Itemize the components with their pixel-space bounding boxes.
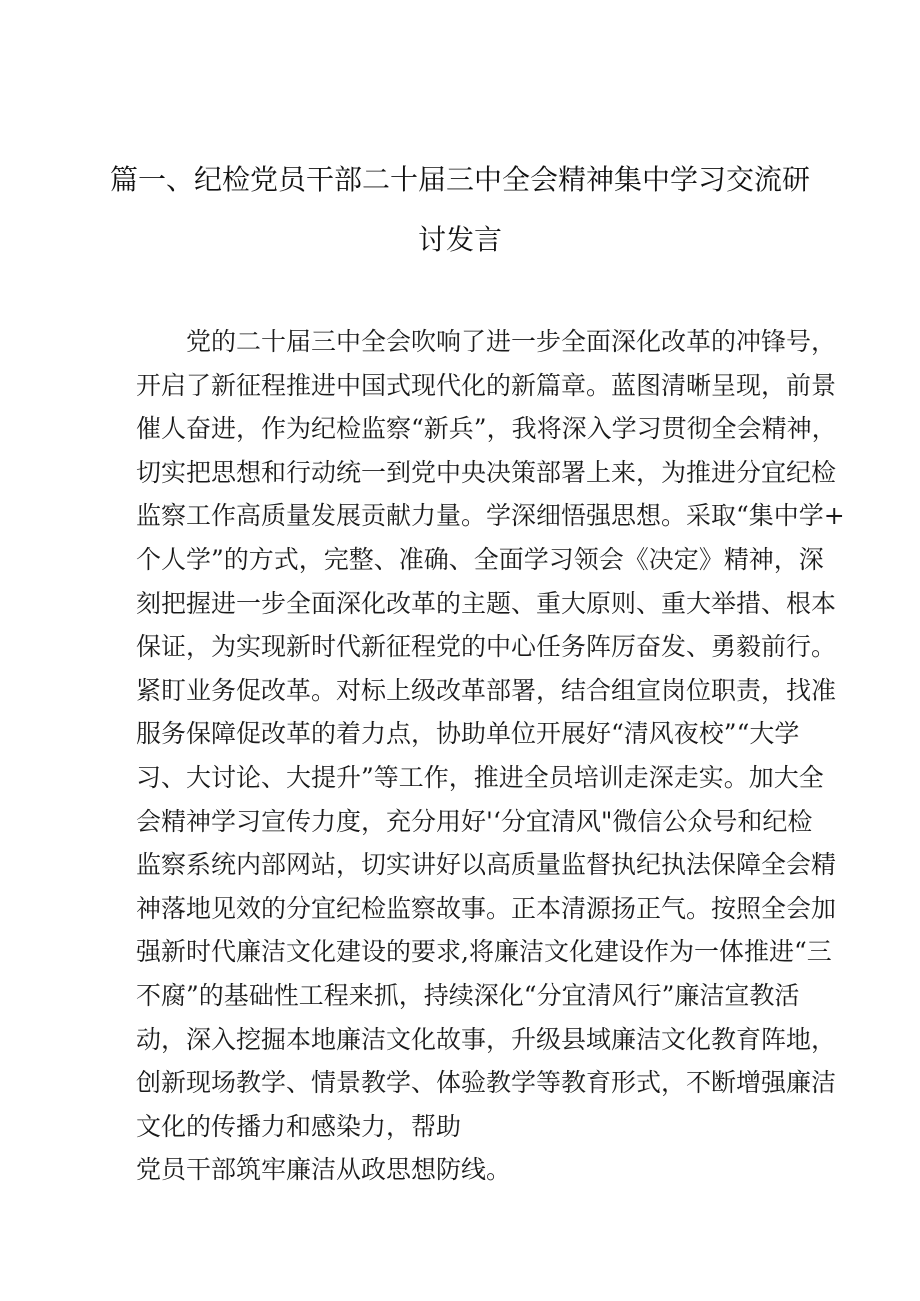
body-line: 个人学”的方式，完整、准确、全面学习领会《决定》精神，深 bbox=[136, 544, 824, 574]
body-line: 习、大讨论、大提升”等工作，推进全员培训走深走实。加大全 bbox=[136, 762, 824, 792]
body-line: 不腐”的基础性工程来抓，持续深化“分宜清风行”廉洁宣教活 bbox=[136, 980, 800, 1010]
body-line: 紧盯业务促改革。对标上级改革部署，结合组宣岗位职责，找准 bbox=[136, 675, 837, 705]
body-line: 催人奋进，作为纪检监察“新兵”，我将深入学习贯彻全会精神， bbox=[136, 414, 837, 444]
body-line: 强新时代廉洁文化建设的要求,将廉洁文化建设作为一体推进“三 bbox=[136, 937, 832, 967]
body-line: 会精神学习宣传力度，充分用好'‘分宜清风"微信公众号和纪检 bbox=[136, 806, 813, 836]
body-line: 刻把握进一步全面深化改革的主题、重大原则、重大举措、根本 bbox=[136, 588, 837, 618]
body-line: 动，深入挖掘本地廉洁文化故事，升级县域廉洁文化教育阵地， bbox=[136, 1024, 837, 1054]
document-title-line-2: 讨发言 bbox=[417, 223, 502, 256]
document-title-line-1: 篇一、纪检党员干部二十届三中全会精神集中学习交流研 bbox=[109, 163, 810, 196]
body-line: 服务保障促改革的着力点，协助单位开展好“清风夜校”“大学 bbox=[136, 719, 800, 749]
body-line: 神落地见效的分宜纪检监察故事。正本清源扬正气。按照全会加 bbox=[136, 893, 837, 923]
body-line: 党的二十届三中全会吹响了进一步全面深化改革的冲锋号， bbox=[186, 327, 837, 356]
body-line: 保证，为实现新时代新征程党的中心任务阵厉奋发、勇毅前行。 bbox=[136, 632, 837, 662]
body-line: 文化的传播力和感染力，帮助 bbox=[136, 1111, 462, 1141]
body-line: 监察系统内部网站，切实讲好以高质量监督执纪执法保障全会精 bbox=[136, 850, 837, 880]
body-line: 党员干部筑牢廉洁从政思想防线。 bbox=[136, 1155, 512, 1185]
body-line: 创新现场教学、情景教学、体验教学等教育形式，不断增强廉洁 bbox=[136, 1068, 837, 1098]
document-body bbox=[136, 320, 845, 1192]
body-line: 监察工作高质量发展贡献力量。学深细悟强思想。采取“集中学+ bbox=[136, 501, 845, 531]
body-line: 切实把思想和行动统一到党中央决策部署上来，为推进分宜纪检 bbox=[136, 457, 837, 487]
body-line: 开启了新征程推进中国式现代化的新篇章。蓝图清晰呈现，前景 bbox=[136, 370, 837, 400]
